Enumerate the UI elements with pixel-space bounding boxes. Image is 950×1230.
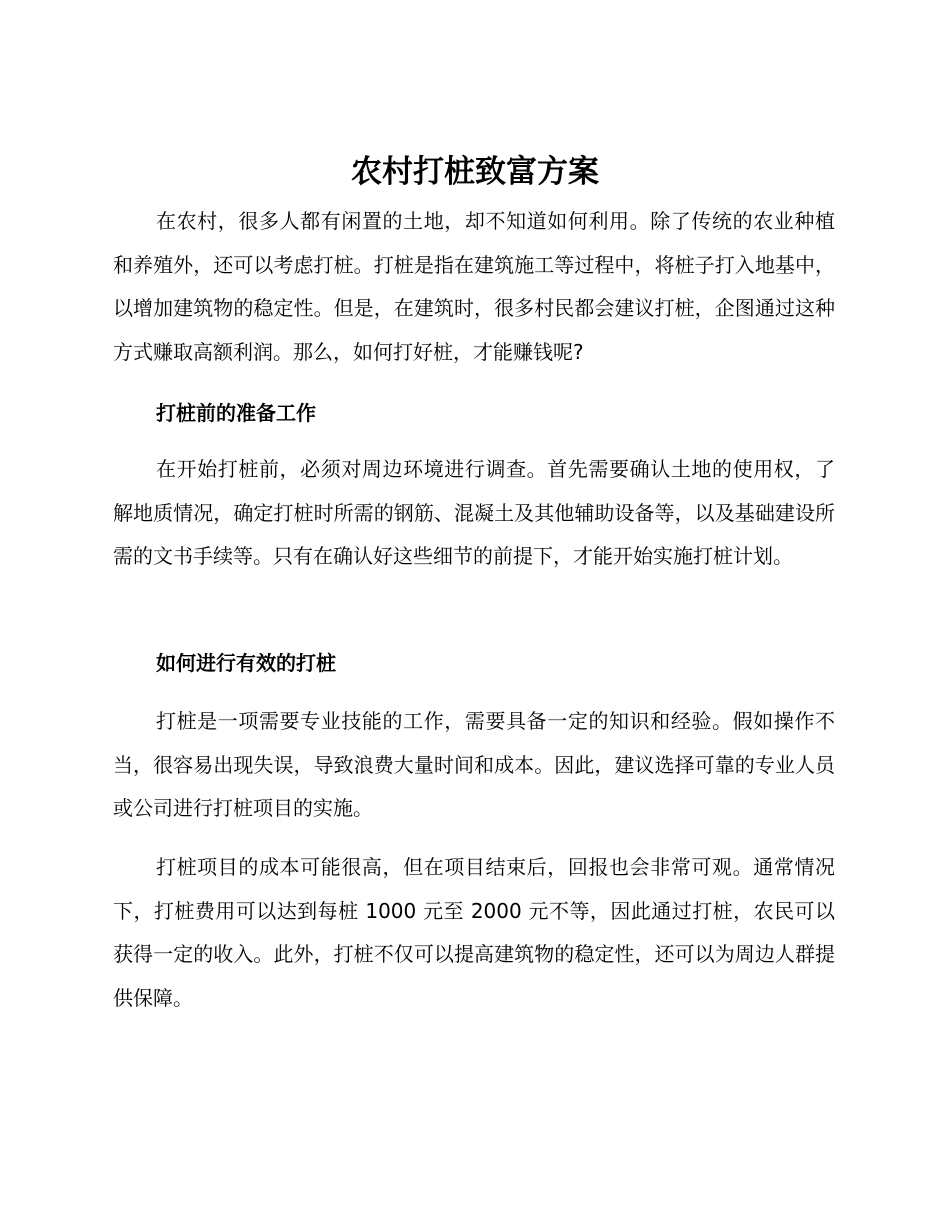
preparation-paragraph: 在开始打桩前，必须对周边环境进行调查。首先需要确认土地的使用权，了解地质情况，确定打桩时所需的钢筋、混凝土及其他辅助设备等，以及基础建设所需的文书手续等。只有在确认好这些细节的前提下，才能开始实施打桩计划。: [113, 457, 835, 568]
cost-return-paragraph: 打桩项目的成本可能很高，但在项目结束后，回报也会非常可观。通常情况下，打桩费用可以达到每桩 1000 元至 2000 元不等，因此通过打桩，农民可以获得一定的收入。此外，打桩不仅可以提高建筑物的稳定性，还可以为周边人群提供保障。: [113, 855, 835, 1010]
effective-piling-paragraph: 打桩是一项需要专业技能的工作，需要具备一定的知识和经验。假如操作不当，很容易出现失误，导致浪费大量时间和成本。因此，建议选择可靠的专业人员或公司进行打桩项目的实施。: [113, 709, 835, 820]
intro-paragraph: 在农村，很多人都有闲置的土地，却不知道如何利用。除了传统的农业种植和养殖外，还可以考虑打桩。打桩是指在建筑施工等过程中，将桩子打入地基中，以增加建筑物的稳定性。但是，在建筑时，很多村民都会建议打桩，企图通过这种方式赚取高额利润。那么，如何打好桩，才能赚钱呢?: [113, 209, 835, 364]
section-heading-preparation: 打桩前的准备工作: [156, 401, 316, 425]
section-heading-effective-piling: 如何进行有效的打桩: [156, 651, 336, 675]
document-title: 农村打桩致富方案: [351, 154, 599, 190]
